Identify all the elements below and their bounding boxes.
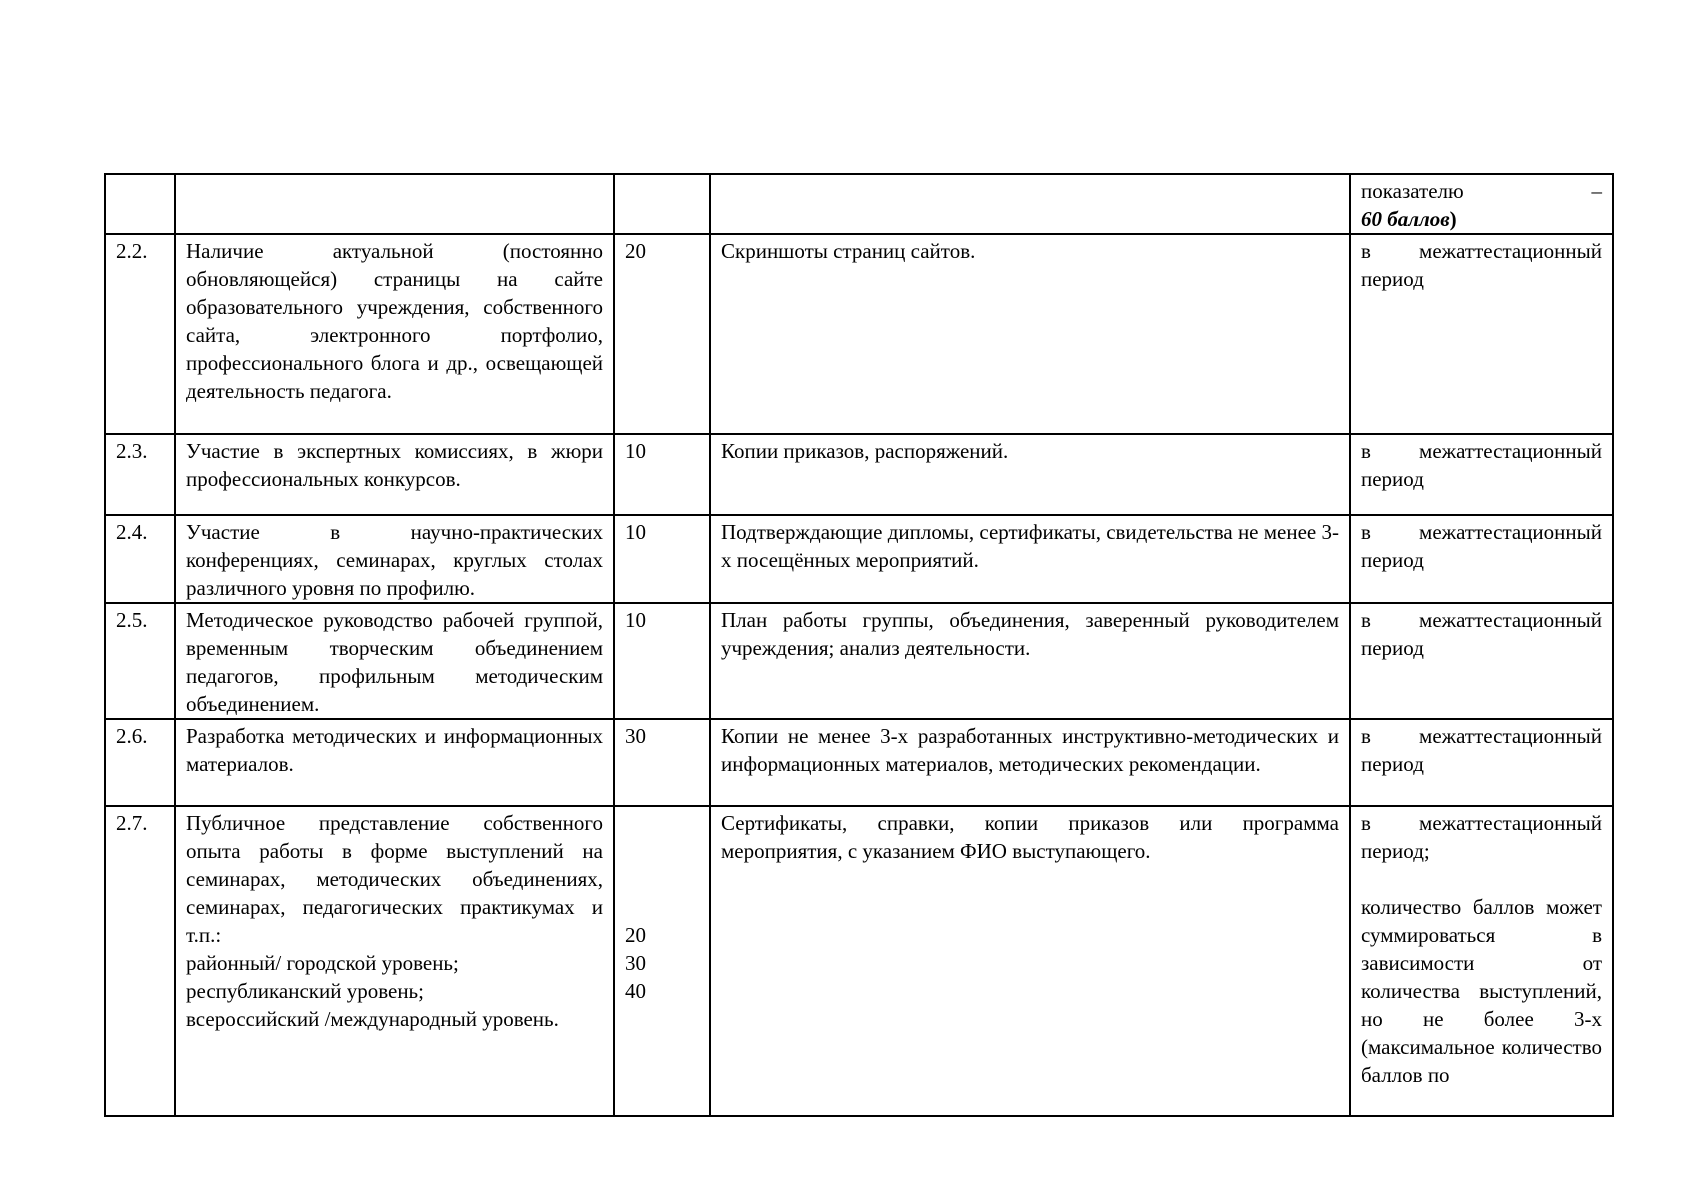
- cell-period: [1350, 174, 1613, 234]
- table-row: [105, 603, 1613, 719]
- cell-criterion: Участие в экспертных комиссиях, в жюри профессиональных конкурсов.: [175, 434, 614, 515]
- table-row: [105, 434, 1613, 515]
- cell-period: в межаттестационный период: [1350, 515, 1613, 603]
- table-row: [105, 806, 1613, 1116]
- period-continuation-line: показателю –: [1361, 179, 1602, 203]
- cell-evidence: [710, 174, 1350, 234]
- cell-score: 30: [614, 719, 710, 806]
- cell-criterion: [175, 806, 614, 1116]
- cell-evidence: План работы группы, объединения, заверенный руководителем учреждения; анализ деятельности.: [710, 603, 1350, 719]
- score-national: 40: [625, 979, 646, 1003]
- cell-score: 20: [614, 234, 710, 434]
- cell-criterion: [175, 174, 614, 234]
- criterion-level-national: всероссийский /международный уровень.: [186, 1007, 559, 1031]
- score-republic: 30: [625, 951, 646, 975]
- period-max-points: 60 баллов): [1361, 207, 1457, 231]
- criterion-level-regional: районный/ городской уровень;: [186, 951, 459, 975]
- cell-period: в межаттестационный период: [1350, 434, 1613, 515]
- table-row: [105, 174, 1613, 234]
- cell-score: 10: [614, 515, 710, 603]
- cell-period: [1350, 806, 1613, 1116]
- cell-number: 2.7.: [105, 806, 175, 1116]
- score-regional: 20: [625, 923, 646, 947]
- cell-score: [614, 174, 710, 234]
- cell-evidence: Подтверждающие дипломы, сертификаты, свидетельства не менее 3-х посещённых мероприятий.: [710, 515, 1350, 603]
- table-row: [105, 515, 1613, 603]
- cell-number: 2.2.: [105, 234, 175, 434]
- cell-evidence: Скриншоты страниц сайтов.: [710, 234, 1350, 434]
- cell-criterion: Участие в научно-практических конференциях, семинарах, круглых столах различного уровня по профилю.: [175, 515, 614, 603]
- cell-period: в межаттестационный период: [1350, 719, 1613, 806]
- criteria-table: [104, 173, 1614, 1117]
- cell-criterion: Методическое руководство рабочей группой, временным творческим объединением педагогов, профильным методическим объединением.: [175, 603, 614, 719]
- cell-evidence: Сертификаты, справки, копии приказов или программа мероприятия, с указанием ФИО выступающего.: [710, 806, 1350, 1116]
- table-row: [105, 234, 1613, 434]
- cell-score: 10: [614, 434, 710, 515]
- criterion-level-republic: республиканский уровень;: [186, 979, 424, 1003]
- period-note: количество баллов может суммироваться в зависимости от количества выступлений, но не более 3-х (максимальное количество баллов по: [1361, 895, 1602, 1087]
- cell-number: [105, 174, 175, 234]
- cell-period: в межаттестационный период: [1350, 603, 1613, 719]
- criterion-intro: Публичное представление собственного опыта работы в форме выступлений на семинарах, методических объединениях, семинарах, педагогических практикумах и т.п.:: [186, 811, 603, 947]
- cell-evidence: Копии приказов, распоряжений.: [710, 434, 1350, 515]
- period-text: в межаттестационный период;: [1361, 811, 1602, 863]
- cell-criterion: Разработка методических и информационных материалов.: [175, 719, 614, 806]
- cell-criterion: Наличие актуальной (постоянно обновляющейся) страницы на сайте образовательного учреждения, собственного сайта, электронного портфолио, профессионального блога и др., освещающей деятельность педагога.: [175, 234, 614, 434]
- cell-score: [614, 806, 710, 1116]
- table-row: [105, 719, 1613, 806]
- cell-score: 10: [614, 603, 710, 719]
- cell-period: в межаттестационный период: [1350, 234, 1613, 434]
- cell-number: 2.5.: [105, 603, 175, 719]
- cell-number: 2.3.: [105, 434, 175, 515]
- cell-number: 2.4.: [105, 515, 175, 603]
- cell-number: 2.6.: [105, 719, 175, 806]
- cell-evidence: Копии не менее 3-х разработанных инструктивно-методических и информационных материалов, методических рекомендации.: [710, 719, 1350, 806]
